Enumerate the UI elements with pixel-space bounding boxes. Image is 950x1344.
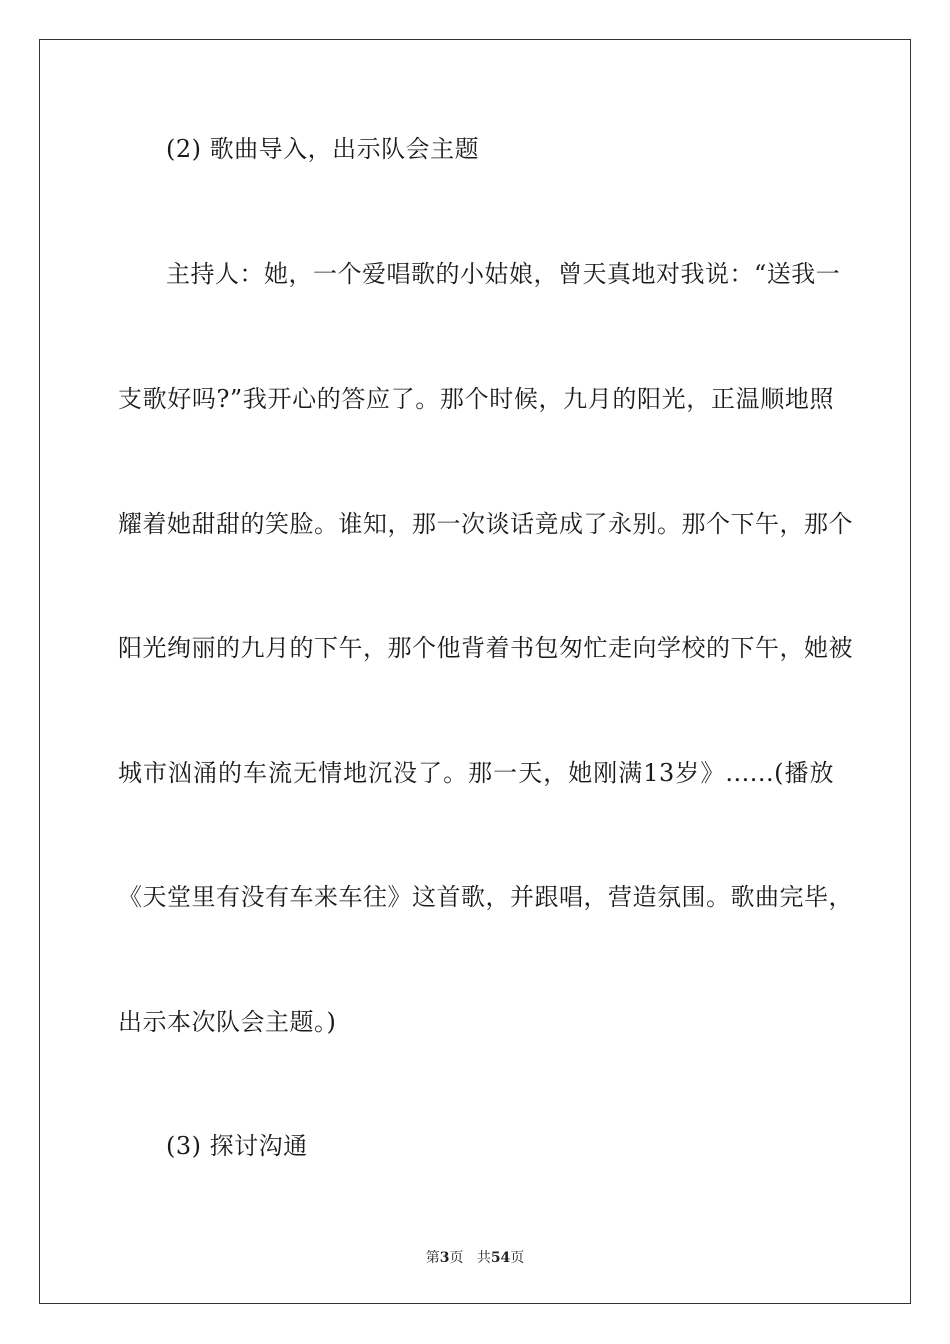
page-footer: [0, 1247, 950, 1267]
footer-total-suffix: 页: [510, 1250, 525, 1266]
footer-page-prefix: 第: [425, 1250, 440, 1266]
footer-page-suffix: 页: [449, 1250, 464, 1266]
page-border: [39, 39, 911, 1304]
section-heading-2: (2) 歌曲导入，出示队会主题: [166, 135, 480, 163]
footer-total-prefix: 共: [476, 1250, 491, 1266]
section-heading-3: (3) 探讨沟通: [166, 1132, 308, 1160]
paragraph-line-4: 阳光绚丽的九月的下午，那个他背着书包匆忙走向学校的下午，她被: [118, 634, 853, 662]
paragraph-line-7: 出示本次队会主题。): [118, 1008, 337, 1036]
footer-page-total: 54: [490, 1250, 511, 1266]
paragraph-line-2: 支歌好吗?”我开心的答应了。那个时候，九月的阳光，正温顺地照: [118, 385, 834, 413]
paragraph-line-5: 城市汹涌的车流无情地沉没了。那一天，她刚满13岁》......(播放: [118, 759, 834, 787]
paragraph-line-6: 《天堂里有没有车来车往》这首歌，并跟唱，营造氛围。歌曲完毕，: [118, 883, 853, 911]
paragraph-line-3: 耀着她甜甜的笑脸。谁知，那一次谈话竟成了永别。那个下午，那个: [118, 510, 853, 538]
footer-page-current: 3: [439, 1250, 450, 1266]
paragraph-line-1: 主持人：她，一个爱唱歌的小姑娘，曾天真地对我说：“送我一: [166, 260, 841, 288]
